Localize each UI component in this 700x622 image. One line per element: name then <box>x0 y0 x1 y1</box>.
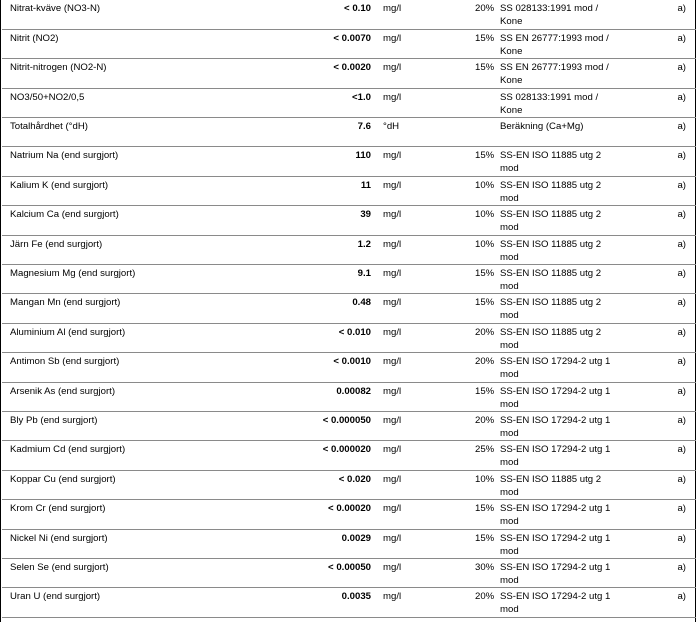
table-row <box>2 500 696 529</box>
method <box>500 265 617 293</box>
method-line-2: mod <box>500 310 519 322</box>
method-line-2: mod <box>500 545 519 557</box>
method-line-2: mod <box>500 222 519 234</box>
table-row <box>2 294 696 323</box>
unit: mg/l <box>383 385 402 397</box>
method <box>500 441 617 469</box>
unit: mg/l <box>383 326 402 338</box>
method <box>500 30 617 58</box>
method-line-2: mod <box>500 251 519 263</box>
parameter-name: Antimon Sb (end surgjort) <box>10 356 120 368</box>
parameter-name: Nickel Ni (end surgjort) <box>10 532 108 544</box>
unit: mg/l <box>383 179 402 191</box>
uncertainty <box>475 89 497 91</box>
method <box>500 206 617 234</box>
table-row <box>2 558 696 587</box>
accreditation-flag: a) <box>677 62 686 74</box>
parameter-name: Mangan Mn (end surgjort) <box>10 297 121 309</box>
unit: mg/l <box>383 268 402 280</box>
method-line-1: SS-EN ISO 11885 utg 2 <box>500 179 602 191</box>
method-line-2: mod <box>500 516 519 528</box>
result-value: 110 <box>355 150 371 162</box>
method-line-2: Kone <box>500 45 523 57</box>
method-line-1: SS-EN ISO 17294-2 utg 1 <box>500 532 611 544</box>
method-line-1: Beräkning (Ca+Mg) <box>500 121 584 133</box>
result-value: < 0.10 <box>344 3 371 14</box>
method <box>500 294 617 322</box>
method <box>500 324 617 352</box>
unit: mg/l <box>383 209 402 221</box>
method-line-2: mod <box>500 427 519 439</box>
result-value: < 0.0070 <box>333 32 371 44</box>
unit: mg/l <box>383 150 402 162</box>
parameter-name: Järn Fe (end surgjort) <box>10 238 103 250</box>
parameter-name: Bly Pb (end surgjort) <box>10 414 98 426</box>
method-line-1: SS-EN ISO 17294-2 utg 1 <box>500 561 611 573</box>
table-row <box>2 147 696 176</box>
accreditation-flag: a) <box>677 356 686 368</box>
parameter-name: Krom Cr (end surgjort) <box>10 503 106 515</box>
parameter-name: Kalium K (end surgjort) <box>10 179 109 191</box>
result-value: 1.2 <box>357 238 371 250</box>
method-line-1: SS-EN ISO 17294-2 utg 1 <box>500 414 611 426</box>
method-line-1: SS-EN ISO 17294-2 utg 1 <box>500 385 611 397</box>
method-line-2: mod <box>500 163 519 175</box>
parameter-name: Aluminium Al (end surgjort) <box>10 326 126 338</box>
uncertainty: 15% <box>475 150 495 162</box>
accreditation-flag: a) <box>677 473 686 485</box>
method <box>500 412 617 440</box>
uncertainty: 15% <box>475 32 495 44</box>
parameter-name: Kalcium Ca (end surgjort) <box>10 209 119 221</box>
accreditation-flag: a) <box>677 444 686 456</box>
unit: °dH <box>383 121 400 133</box>
method <box>500 588 617 616</box>
result-value: 0.00082 <box>336 385 371 397</box>
unit: mg/l <box>383 414 402 426</box>
unit: mg/l <box>383 532 402 544</box>
result-value: < 0.0010 <box>333 356 371 368</box>
uncertainty: 25% <box>475 444 495 456</box>
table-row <box>2 411 696 440</box>
parameter-name: Nitrit (NO2) <box>10 32 59 44</box>
method-line-1: SS-EN ISO 11885 utg 2 <box>500 150 602 162</box>
table-row <box>2 265 696 294</box>
accreditation-flag: a) <box>677 32 686 44</box>
table-row <box>2 59 696 88</box>
method <box>500 118 617 133</box>
table-row <box>2 441 696 470</box>
result-value: < 0.000020 <box>322 444 371 456</box>
results-table-body <box>2 0 696 617</box>
result-value: 39 <box>360 209 371 221</box>
accreditation-flag: a) <box>677 532 686 544</box>
parameter-name: Nitrat-kväve (NO3-N) <box>10 3 101 14</box>
result-value: 0.0029 <box>341 532 371 544</box>
table-row <box>2 588 696 617</box>
unit: mg/l <box>383 297 402 309</box>
parameter-name: Nitrit-nitrogen (NO2-N) <box>10 62 107 74</box>
uncertainty: 15% <box>475 62 495 74</box>
parameter-name: Koppar Cu (end surgjort) <box>10 473 116 485</box>
uncertainty: 10% <box>475 238 495 250</box>
method <box>500 147 617 175</box>
uncertainty: 20% <box>475 414 495 426</box>
table-row <box>2 470 696 499</box>
accreditation-flag: a) <box>677 591 686 603</box>
result-value: < 0.010 <box>338 326 371 338</box>
table-row <box>2 206 696 235</box>
table-row <box>2 176 696 205</box>
method-line-2: mod <box>500 486 519 498</box>
table-row <box>2 235 696 264</box>
unit: mg/l <box>383 591 402 603</box>
method-line-1: SS-EN ISO 17294-2 utg 1 <box>500 503 611 515</box>
accreditation-flag: a) <box>677 209 686 221</box>
accreditation-flag: a) <box>677 238 686 250</box>
method <box>500 89 617 117</box>
method <box>500 383 617 411</box>
method <box>500 177 617 205</box>
table-row <box>2 529 696 558</box>
accreditation-flag: a) <box>677 414 686 426</box>
method <box>500 471 617 499</box>
method-line-1: SS EN 26777:1993 mod / <box>500 62 609 74</box>
method-line-1: SS-EN ISO 11885 utg 2 <box>500 326 602 338</box>
table-row <box>2 323 696 352</box>
method-line-1: SS 028133:1991 mod / <box>500 3 599 14</box>
result-value: 11 <box>360 179 371 191</box>
method-line-1: SS-EN ISO 11885 utg 2 <box>500 297 602 309</box>
method-line-1: SS-EN ISO 11885 utg 2 <box>500 209 602 221</box>
unit: mg/l <box>383 91 402 103</box>
parameter-name: Selen Se (end surgjort) <box>10 561 109 573</box>
result-value: < 0.00020 <box>328 503 371 515</box>
uncertainty: 10% <box>475 179 495 191</box>
table-row <box>2 29 696 58</box>
method <box>500 353 617 381</box>
method <box>500 236 617 264</box>
method-line-2: mod <box>500 574 519 586</box>
accreditation-flag: a) <box>677 150 686 162</box>
unit: mg/l <box>383 356 402 368</box>
unit: mg/l <box>383 561 402 573</box>
accreditation-flag: a) <box>677 326 686 338</box>
accreditation-flag: a) <box>677 268 686 280</box>
accreditation-flag: a) <box>677 503 686 515</box>
uncertainty: 15% <box>475 503 495 515</box>
uncertainty: 30% <box>475 561 495 573</box>
method-line-2: mod <box>500 457 519 469</box>
result-value: < 0.000050 <box>322 414 371 426</box>
method-line-2: Kone <box>500 104 523 116</box>
method-line-1: SS-EN ISO 17294-2 utg 1 <box>500 356 611 368</box>
uncertainty: 15% <box>475 532 495 544</box>
uncertainty: 20% <box>475 326 495 338</box>
method-line-1: SS-EN ISO 17294-2 utg 1 <box>500 444 611 456</box>
accreditation-flag: a) <box>677 179 686 191</box>
method <box>500 559 617 587</box>
uncertainty: 20% <box>475 3 495 14</box>
uncertainty: 15% <box>475 385 495 397</box>
result-value: 0.0035 <box>341 591 371 603</box>
parameter-name: NO3/50+NO2/0,5 <box>10 91 85 103</box>
accreditation-flag: a) <box>677 385 686 397</box>
method-line-2: mod <box>500 369 519 381</box>
parameter-name: Arsenik As (end surgjort) <box>10 385 116 397</box>
method <box>500 0 617 28</box>
method <box>500 59 617 87</box>
table-row <box>2 382 696 411</box>
method-line-1: SS-EN ISO 11885 utg 2 <box>500 473 602 485</box>
method-line-2: mod <box>500 339 519 351</box>
unit: mg/l <box>383 32 402 44</box>
uncertainty: 20% <box>475 591 495 603</box>
method <box>500 530 617 558</box>
uncertainty: 15% <box>475 297 495 309</box>
uncertainty: 20% <box>475 356 495 368</box>
unit: mg/l <box>383 473 402 485</box>
unit: mg/l <box>383 238 402 250</box>
uncertainty <box>475 118 497 120</box>
method-line-2: mod <box>500 281 519 293</box>
parameter-name: Uran U (end surgjort) <box>10 591 101 603</box>
method-line-1: SS-EN ISO 11885 utg 2 <box>500 268 602 280</box>
table-row <box>2 88 696 117</box>
accreditation-flag: a) <box>677 91 686 103</box>
method-line-2: mod <box>500 192 519 204</box>
results-table <box>2 0 696 618</box>
result-value: <1.0 <box>352 91 371 103</box>
method-line-2: Kone <box>500 75 523 87</box>
unit: mg/l <box>383 3 402 14</box>
result-value: < 0.00050 <box>328 561 371 573</box>
parameter-name: Natrium Na (end surgjort) <box>10 150 119 162</box>
method-line-2: mod <box>500 604 519 616</box>
method-line-2: Kone <box>500 16 523 27</box>
method <box>500 500 617 528</box>
table-row <box>2 0 696 29</box>
result-value: < 0.020 <box>338 473 371 485</box>
uncertainty: 10% <box>475 473 495 485</box>
accreditation-flag: a) <box>677 3 686 14</box>
method-line-1: SS EN 26777:1993 mod / <box>500 32 609 44</box>
parameter-name: Totalhårdhet (°dH) <box>10 121 88 133</box>
method-line-1: SS-EN ISO 17294-2 utg 1 <box>500 591 611 603</box>
method-line-1: SS 028133:1991 mod / <box>500 91 599 103</box>
result-value: 7.6 <box>357 121 371 133</box>
result-value: 0.48 <box>352 297 371 309</box>
method-line-2: mod <box>500 398 519 410</box>
accreditation-flag: a) <box>677 561 686 573</box>
accreditation-flag: a) <box>677 121 686 133</box>
parameter-name: Magnesium Mg (end surgjort) <box>10 268 136 280</box>
uncertainty: 15% <box>475 268 495 280</box>
result-value: 9.1 <box>357 268 371 280</box>
table-row <box>2 118 696 147</box>
unit: mg/l <box>383 62 402 74</box>
unit: mg/l <box>383 503 402 515</box>
result-value: < 0.0020 <box>333 62 371 74</box>
table-row <box>2 353 696 382</box>
unit: mg/l <box>383 444 402 456</box>
accreditation-flag: a) <box>677 297 686 309</box>
uncertainty: 10% <box>475 209 495 221</box>
parameter-name: Kadmium Cd (end surgjort) <box>10 444 126 456</box>
method-line-1: SS-EN ISO 11885 utg 2 <box>500 238 602 250</box>
